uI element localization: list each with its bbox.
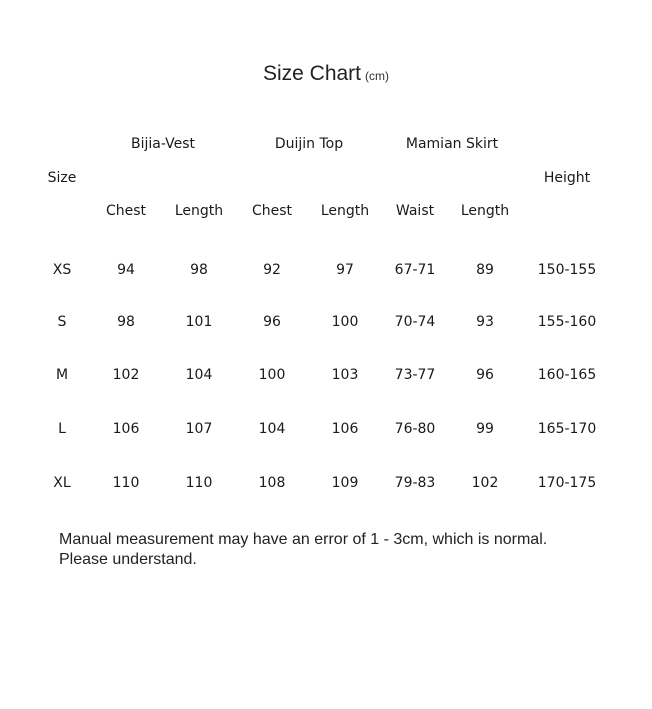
height-cell: 155-160	[537, 314, 597, 330]
skirt-length-cell: 93	[476, 314, 494, 330]
page-title: Size Chart	[262, 62, 362, 85]
top-chest-header: Chest	[251, 203, 293, 219]
vest-length-cell: 110	[185, 475, 213, 491]
height-cell: 150-155	[537, 262, 597, 278]
size-cell: XS	[52, 262, 72, 278]
note-line-2: Please understand.	[59, 551, 197, 568]
skirt-length-header: Length	[460, 203, 510, 219]
vest-length-cell: 104	[185, 367, 213, 383]
vest-length-header: Length	[174, 203, 224, 219]
group-header-skirt: Mamian Skirt	[405, 136, 499, 152]
height-cell: 160-165	[537, 367, 597, 383]
skirt-waist-cell: 67-71	[394, 262, 436, 278]
vest-length-cell: 107	[185, 421, 213, 437]
height-column-header: Height	[543, 170, 591, 186]
skirt-length-cell: 89	[476, 262, 494, 278]
vest-chest-cell: 94	[117, 262, 135, 278]
top-length-cell: 106	[331, 421, 359, 437]
size-cell: M	[55, 367, 69, 383]
top-length-cell: 109	[331, 475, 359, 491]
top-length-header: Length	[320, 203, 370, 219]
top-chest-cell: 92	[263, 262, 281, 278]
top-length-cell: 97	[336, 262, 354, 278]
vest-chest-cell: 106	[112, 421, 140, 437]
vest-chest-cell: 110	[112, 475, 140, 491]
vest-chest-cell: 102	[112, 367, 140, 383]
skirt-waist-cell: 79-83	[394, 475, 436, 491]
size-cell: S	[57, 314, 67, 330]
skirt-length-cell: 102	[471, 475, 499, 491]
size-column-header: Size	[47, 170, 77, 186]
skirt-length-cell: 96	[476, 367, 494, 383]
top-chest-cell: 108	[258, 475, 286, 491]
height-cell: 170-175	[537, 475, 597, 491]
vest-chest-cell: 98	[117, 314, 135, 330]
skirt-waist-header: Waist	[395, 203, 435, 219]
skirt-waist-cell: 70-74	[394, 314, 436, 330]
note-line-1: Manual measurement may have an error of 1 - 3cm, which is normal.	[59, 531, 548, 548]
size-cell: XL	[53, 475, 71, 491]
group-header-top: Duijin Top	[274, 136, 344, 152]
top-chest-cell: 104	[258, 421, 286, 437]
unit-label: (cm)	[365, 69, 390, 83]
skirt-waist-cell: 76-80	[394, 421, 436, 437]
skirt-waist-cell: 73-77	[394, 367, 436, 383]
top-length-cell: 103	[331, 367, 359, 383]
group-header-vest: Bijia-Vest	[131, 136, 195, 152]
vest-length-cell: 98	[190, 262, 208, 278]
size-cell: L	[58, 421, 66, 437]
height-cell: 165-170	[537, 421, 597, 437]
vest-chest-header: Chest	[105, 203, 147, 219]
measurement-note	[59, 530, 547, 570]
skirt-length-cell: 99	[476, 421, 494, 437]
top-chest-cell: 100	[258, 367, 286, 383]
top-length-cell: 100	[331, 314, 359, 330]
top-chest-cell: 96	[263, 314, 281, 330]
size-chart-title-block	[0, 62, 652, 86]
vest-length-cell: 101	[185, 314, 213, 330]
